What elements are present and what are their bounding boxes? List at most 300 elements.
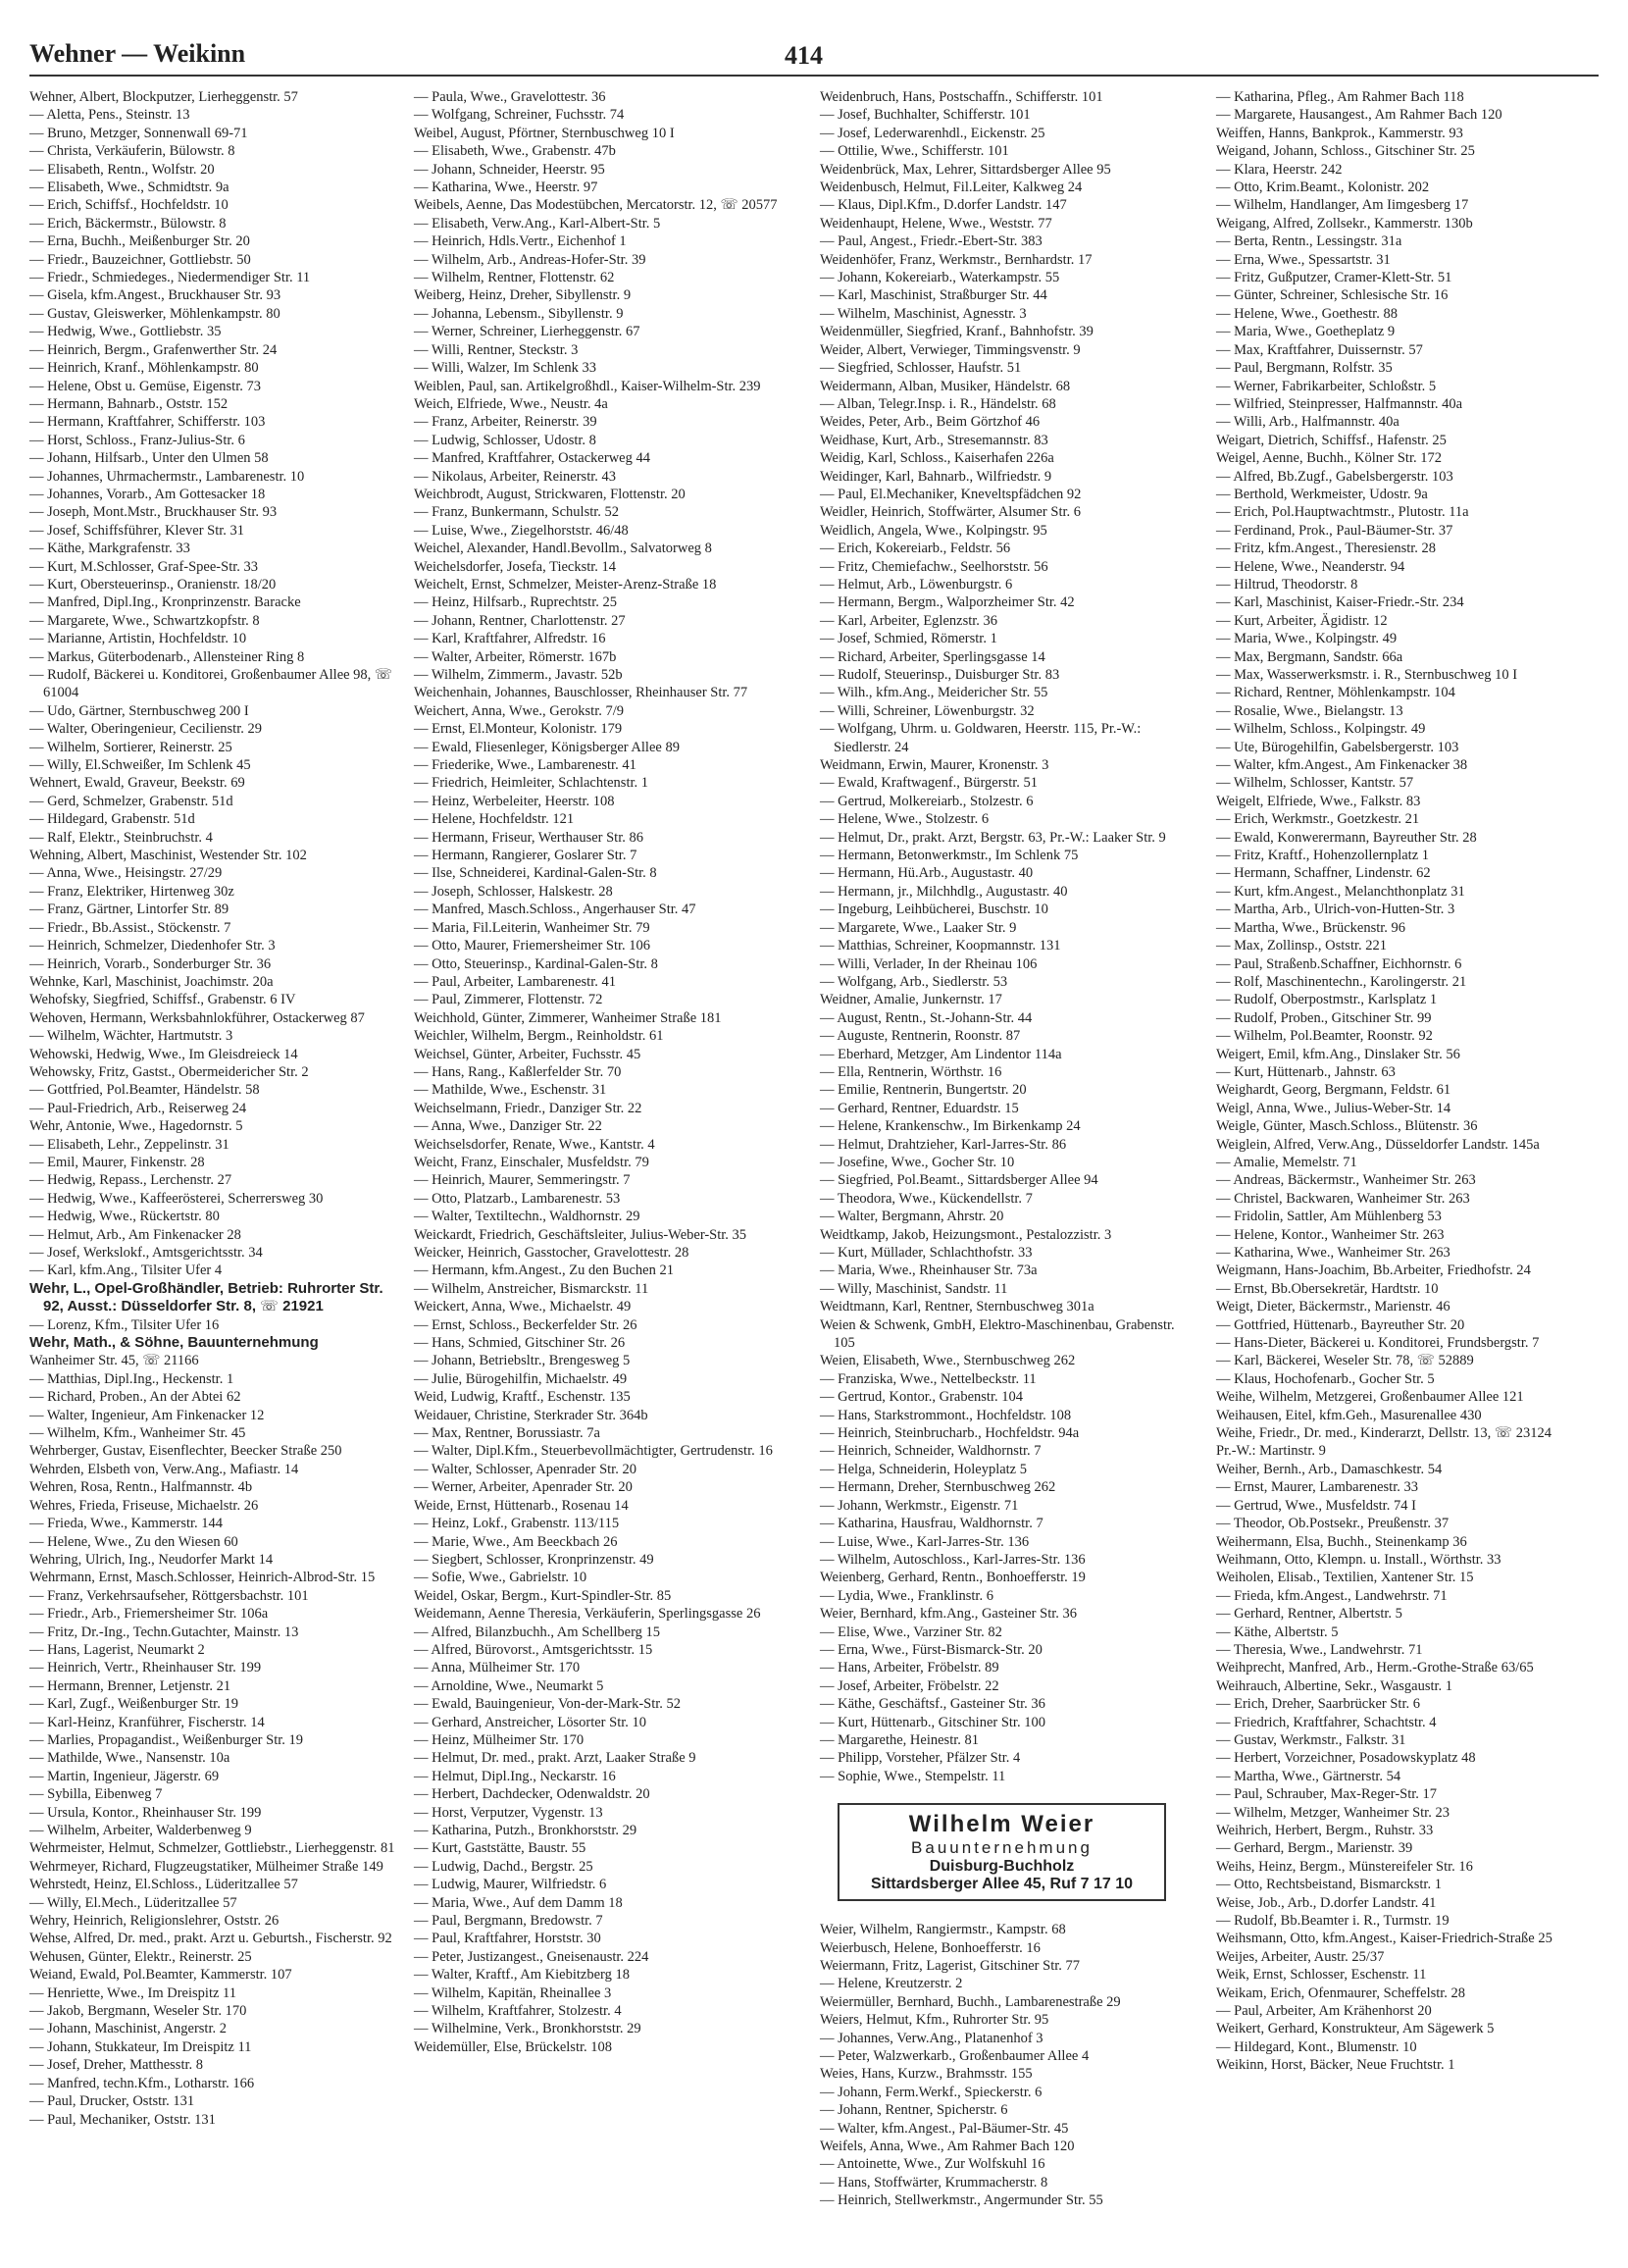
directory-entry: — Luise, Wwe., Ziegelhorststr. 46/48 bbox=[414, 522, 629, 539]
directory-entry: — Margarete, Hausangest., Am Rahmer Bach 120 bbox=[1216, 107, 1502, 124]
directory-entry: Weigang, Alfred, Zollsekr., Kammerstr. 130b bbox=[1216, 215, 1473, 232]
directory-entry: — Erich, Werkmstr., Goetzkestr. 21 bbox=[1216, 811, 1420, 828]
directory-entry: — Wolfgang, Arb., Siedlerstr. 53 bbox=[820, 973, 1008, 990]
directory-entry: — Alfred, Bürovorst., Amtsgerichtsstr. 15 bbox=[414, 1641, 653, 1658]
directory-entry: — Antoinette, Wwe., Zur Wolfskuhl 16 bbox=[820, 2156, 1045, 2173]
directory-entry: Weihe, Wilhelm, Metzgerei, Großenbaumer Allee 121 bbox=[1216, 1389, 1524, 1406]
directory-entry: — Hans, Schmied, Gitschiner Str. 26 bbox=[414, 1335, 626, 1352]
directory-entry: — Wilhelm, Kraftfahrer, Stolzestr. 4 bbox=[414, 2003, 622, 2020]
directory-entry: — Wilhelm, Maschinist, Agnesstr. 3 bbox=[820, 305, 1027, 322]
directory-entry: — Helene, Hochfeldstr. 121 bbox=[414, 811, 575, 828]
directory-entry: — Kurt, Hüttenarb., Gitschiner Str. 100 bbox=[820, 1714, 1045, 1730]
directory-entry: Weikert, Gerhard, Konstrukteur, Am Sägewerk 5 bbox=[1216, 2021, 1495, 2037]
directory-entry: — Ewald, Fliesenleger, Königsberger Allee 89 bbox=[414, 739, 680, 755]
directory-entry: Wehowski, Hedwig, Wwe., Im Gleisdreieck 14 bbox=[29, 1046, 298, 1062]
directory-entry: — Karl, Maschinist, Kaiser-Friedr.-Str. 234 bbox=[1216, 594, 1464, 611]
directory-entry: — Arnoldine, Wwe., Neumarkt 5 bbox=[414, 1677, 604, 1694]
directory-entry: — Wilhelm, Rentner, Flottenstr. 62 bbox=[414, 270, 615, 286]
directory-entry: — Rudolf, Bäckerei u. Konditorei, Großenbaumer Allee 98, ☏ 61004 bbox=[29, 667, 393, 701]
directory-entry: — Bruno, Metzger, Sonnenwall 69-71 bbox=[29, 125, 248, 141]
directory-entry: — Paul, Zimmerer, Flottenstr. 72 bbox=[414, 992, 603, 1008]
directory-entry: Weicht, Franz, Einschaler, Musfeldstr. 79 bbox=[414, 1154, 649, 1170]
directory-entry: — Ludwig, Dachd., Bergstr. 25 bbox=[414, 1858, 593, 1875]
directory-entry: — Eberhard, Metzger, Am Lindentor 114a bbox=[820, 1046, 1062, 1062]
directory-entry: Weier, Wilhelm, Rangiermstr., Kampstr. 68 bbox=[820, 1922, 1066, 1938]
directory-entry: — Wilhelm, Kfm., Wanheimer Str. 45 bbox=[29, 1425, 246, 1442]
directory-entry: — Theodor, Ob.Postsekr., Preußenstr. 37 bbox=[1216, 1516, 1450, 1532]
directory-entry: — August, Rentn., St.-Johann-Str. 44 bbox=[820, 1009, 1033, 1026]
directory-entry: — Wilhelm, Handlanger, Am Iimgesberg 17 bbox=[1216, 197, 1469, 214]
directory-entry: — Johann, Ferm.Werkf., Spieckerstr. 6 bbox=[820, 2084, 1043, 2100]
directory-entry: — Willy, Maschinist, Sandstr. 11 bbox=[820, 1280, 1008, 1297]
directory-entry: — Gustav, Werkmstr., Falkstr. 31 bbox=[1216, 1731, 1406, 1748]
directory-entry: — Mathilde, Wwe., Eschenstr. 31 bbox=[414, 1082, 607, 1099]
directory-entry: Wehr, L., Opel-Großhändler, Betrieb: Ruhrorter Str. 92, Ausst.: Düsseldorfer Str. 8, ☏ 21921 bbox=[29, 1279, 383, 1315]
directory-entry: — Helene, Wwe., Goethestr. 88 bbox=[1216, 305, 1398, 322]
directory-entry: — Heinrich, Schneider, Waldhornstr. 7 bbox=[820, 1443, 1042, 1460]
directory-entry: — Wilhelm, Pol.Beamter, Roonstr. 92 bbox=[1216, 1028, 1433, 1045]
directory-entry: — Katharina, Putzh., Bronkhorststr. 29 bbox=[414, 1823, 637, 1838]
directory-entry: — Franz, Verkehrsaufseher, Röttgersbachstr. 101 bbox=[29, 1587, 309, 1604]
directory-entry: — Katharina, Pfleg., Am Rahmer Bach 118 bbox=[1216, 89, 1464, 105]
directory-entry: — Rudolf, Oberpostmstr., Karlsplatz 1 bbox=[1216, 992, 1438, 1008]
directory-entry: Weidhase, Kurt, Arb., Stresemannstr. 83 bbox=[820, 432, 1048, 448]
directory-entry: Wehrstedt, Heinz, El.Schloss., Lüderitzallee 57 bbox=[29, 1877, 298, 1893]
directory-entry: Weidel, Oskar, Bergm., Kurt-Spindler-Str. 85 bbox=[414, 1587, 672, 1604]
directory-entry: — Fritz, Gußputzer, Cramer-Klett-Str. 51 bbox=[1216, 270, 1452, 286]
directory-entry: — Paul, Angest., Friedr.-Ebert-Str. 383 bbox=[820, 233, 1043, 250]
directory-entry: — Martin, Ingenieur, Jägerstr. 69 bbox=[29, 1768, 220, 1784]
directory-entry: — Karl, Arbeiter, Eglenzstr. 36 bbox=[820, 612, 998, 629]
directory-entry: — Walter, Oberingenieur, Cecilienstr. 29 bbox=[29, 721, 262, 738]
directory-entry: Weihrich, Herbert, Bergm., Ruhstr. 33 bbox=[1216, 1823, 1434, 1838]
directory-entry: Weidig, Karl, Schloss., Kaiserhafen 226a bbox=[820, 450, 1054, 467]
directory-entry: — Richard, Rentner, Möhlenkampstr. 104 bbox=[1216, 685, 1455, 701]
running-head: Wehner — Weikinn bbox=[29, 39, 246, 68]
directory-entry: Wehry, Heinrich, Religionslehrer, Oststr. 26 bbox=[29, 1913, 280, 1930]
directory-entry: — Kurt, Müllader, Schlachthofstr. 33 bbox=[820, 1245, 1033, 1261]
directory-entry: — Rudolf, Steuerinsp., Duisburger Str. 83 bbox=[820, 667, 1060, 683]
directory-entry: — Fridolin, Sattler, Am Mühlenberg 53 bbox=[1216, 1209, 1442, 1225]
directory-entry: Weichler, Wilhelm, Bergm., Reinholdstr. 61 bbox=[414, 1028, 664, 1045]
directory-entry: — Siegbert, Schlosser, Kronprinzenstr. 49 bbox=[414, 1551, 654, 1568]
directory-entry: — Hildegard, Kont., Blumenstr. 10 bbox=[1216, 2038, 1417, 2055]
directory-entry: — Alfred, Bb.Zugf., Gabelsbergerstr. 103 bbox=[1216, 468, 1453, 485]
directory-entry: — Alban, Telegr.Insp. i. R., Händelstr. 68 bbox=[820, 395, 1056, 412]
directory-entry: Weidenbrück, Max, Lehrer, Sittardsberger Allee 95 bbox=[820, 161, 1111, 178]
directory-entry: — Manfred, Kraftfahrer, Ostackerweg 44 bbox=[414, 450, 650, 467]
directory-entry: — Wilhelm, Anstreicher, Bismarckstr. 11 bbox=[414, 1280, 649, 1297]
directory-entry: — Josef, Schmied, Römerstr. 1 bbox=[820, 631, 997, 647]
directory-entry: Weigt, Dieter, Bäckermstr., Marienstr. 46 bbox=[1216, 1299, 1450, 1315]
directory-entry: — Maria, Wwe., Kolpingstr. 49 bbox=[1216, 631, 1398, 647]
directory-entry: Weichselsdorfer, Renate, Wwe., Kantstr. 4 bbox=[414, 1136, 655, 1153]
directory-entry: — Luise, Wwe., Karl-Jarres-Str. 136 bbox=[820, 1533, 1030, 1550]
directory-entry: — Johann, Hilfsarb., Unter den Ulmen 58 bbox=[29, 450, 269, 467]
directory-entry: — Hans, Lagerist, Neumarkt 2 bbox=[29, 1641, 205, 1658]
directory-entry: — Emilie, Rentnerin, Bungertstr. 20 bbox=[820, 1082, 1027, 1099]
directory-entry: — Ottilie, Wwe., Schifferstr. 101 bbox=[820, 143, 1009, 160]
directory-entry: — Heinrich, Kranf., Möhlenkampstr. 80 bbox=[29, 360, 259, 377]
directory-entry: — Hermann, Rangierer, Goslarer Str. 7 bbox=[414, 848, 637, 864]
directory-entry: Weidermann, Alban, Musiker, Händelstr. 68 bbox=[820, 378, 1071, 394]
directory-entry: — Ferdinand, Prok., Paul-Bäumer-Str. 37 bbox=[1216, 522, 1453, 539]
directory-entry: — Wilhelm, Metzger, Wanheimer Str. 23 bbox=[1216, 1804, 1450, 1821]
directory-entry: — Helene, Krankenschw., Im Birkenkamp 24 bbox=[820, 1118, 1081, 1135]
directory-entry: — Herbert, Dachdecker, Odenwaldstr. 20 bbox=[414, 1786, 650, 1803]
directory-entry: Wehrmeyer, Richard, Flugzeugstatiker, Mülheimer Straße 149 bbox=[29, 1858, 383, 1875]
directory-entry: Weidmann, Erwin, Maurer, Kronenstr. 3 bbox=[820, 757, 1049, 774]
directory-entry: — Heinz, Lokf., Grabenstr. 113/115 bbox=[414, 1516, 620, 1532]
directory-entry: — Klaus, Hochofenarb., Gocher Str. 5 bbox=[1216, 1370, 1435, 1387]
directory-entry: — Wilhelm, Wächter, Hartmutstr. 3 bbox=[29, 1028, 233, 1045]
directory-entry: — Franziska, Wwe., Nettelbeckstr. 11 bbox=[820, 1370, 1037, 1387]
directory-entry: — Markus, Güterbodenarb., Allensteiner Ring 8 bbox=[29, 648, 305, 665]
directory-entry: — Käthe, Geschäftsf., Gasteiner Str. 36 bbox=[820, 1696, 1045, 1713]
directory-entry: — Ingeburg, Leihbücherei, Buschstr. 10 bbox=[820, 902, 1048, 918]
directory-entry: Weichselmann, Friedr., Danziger Str. 22 bbox=[414, 1100, 642, 1116]
directory-entry: Weies, Hans, Kurzw., Brahmsstr. 155 bbox=[820, 2066, 1033, 2083]
directory-entry: — Max, Wasserwerksmstr. i. R., Sternbuschweg 10 I bbox=[1216, 667, 1518, 683]
directory-entry: — Maria, Fil.Leiterin, Wanheimer Str. 79 bbox=[414, 919, 650, 936]
directory-entry: — Paul, Mechaniker, Oststr. 131 bbox=[29, 2111, 216, 2128]
directory-entry: — Helga, Schneiderin, Holeyplatz 5 bbox=[820, 1461, 1027, 1477]
directory-entry: — Hermann, Betonwerkmstr., Im Schlenk 75 bbox=[820, 848, 1079, 864]
directory-entry: — Franz, Bunkermann, Schulstr. 52 bbox=[414, 504, 620, 521]
directory-entry: — Josef, Dreher, Matthesstr. 8 bbox=[29, 2057, 204, 2074]
directory-entry: — Karl-Heinz, Kranführer, Fischerstr. 14 bbox=[29, 1714, 265, 1730]
directory-entry: — Werner, Arbeiter, Apenrader Str. 20 bbox=[414, 1479, 633, 1496]
directory-entry: — Erich, Pol.Hauptwachtmstr., Plutostr. 11a bbox=[1216, 504, 1469, 521]
directory-entry: — Franz, Elektriker, Hirtenweg 30z bbox=[29, 883, 234, 900]
directory-entry: Weidenhaupt, Helene, Wwe., Weststr. 77 bbox=[820, 215, 1052, 232]
directory-entry: — Josefine, Wwe., Gocher Str. 10 bbox=[820, 1154, 1015, 1170]
directory-entry: Weidauer, Christine, Sterkrader Str. 364b bbox=[414, 1407, 648, 1423]
directory-entry: — Max, Kraftfahrer, Duissernstr. 57 bbox=[1216, 341, 1423, 358]
directory-entry: — Johannes, Verw.Ang., Platanenhof 3 bbox=[820, 2030, 1043, 2046]
directory-entry: Weichelt, Ernst, Schmelzer, Meister-Arenz-Straße 18 bbox=[414, 576, 717, 593]
directory-entry: — Helmut, Dr. med., prakt. Arzt, Laaker Straße 9 bbox=[414, 1750, 696, 1767]
directory-entry: — Katharina, Wwe., Wanheimer Str. 263 bbox=[1216, 1245, 1450, 1261]
directory-entry: — Ernst, Bb.Obersekretär, Hardtstr. 10 bbox=[1216, 1280, 1439, 1297]
directory-entry: — Johann, Rentner, Charlottenstr. 27 bbox=[414, 612, 626, 629]
directory-entry: Weihs, Heinz, Bergm., Münstereifeler Str. 16 bbox=[1216, 1858, 1473, 1875]
directory-entry: — Werner, Schreiner, Lierheggenstr. 67 bbox=[414, 324, 640, 340]
directory-entry: — Wolfgang, Uhrm. u. Goldwaren, Heerstr. 115, Pr.-W.: Siedlerstr. 24 bbox=[820, 721, 1142, 755]
ad-subtitle: Bauunternehmung bbox=[911, 1838, 1093, 1858]
directory-entry: — Paul, Arbeiter, Am Krähenhorst 20 bbox=[1216, 2003, 1432, 2020]
directory-entry: — Emil, Maurer, Finkenstr. 28 bbox=[29, 1154, 205, 1170]
directory-entry: — Johann, Werkmstr., Eigenstr. 71 bbox=[820, 1497, 1019, 1514]
directory-entry: — Heinz, Mülheimer Str. 170 bbox=[414, 1731, 585, 1748]
directory-entry: — Wilhelm, Schlosser, Kantstr. 57 bbox=[1216, 775, 1414, 792]
directory-entry: — Hermann, Friseur, Werthauser Str. 86 bbox=[414, 829, 643, 846]
directory-entry: — Heinrich, Schmelzer, Diedenhofer Str. 3 bbox=[29, 938, 276, 954]
directory-entry: — Johannes, Vorarb., Am Gottesacker 18 bbox=[29, 486, 266, 502]
directory-entry: — Hans, Starkstrommont., Hochfeldstr. 108 bbox=[820, 1407, 1072, 1423]
directory-entry: — Gertrud, Kontor., Grabenstr. 104 bbox=[820, 1389, 1023, 1406]
directory-entry: — Erich, Bäckermstr., Bülowstr. 8 bbox=[29, 215, 227, 232]
directory-entry: — Berthold, Werkmeister, Udostr. 9a bbox=[1216, 486, 1428, 502]
directory-entry: — Ernst, El.Monteur, Kolonistr. 179 bbox=[414, 721, 623, 738]
directory-entry: — Heinz, Werbeleiter, Heerstr. 108 bbox=[414, 793, 615, 809]
directory-entry: — Ute, Bürogehilfin, Gabelsbergerstr. 103 bbox=[1216, 739, 1459, 755]
directory-entry: — Käthe, Markgrafenstr. 33 bbox=[29, 541, 190, 557]
directory-entry: Weihmann, Otto, Klempn. u. Install., Wörthstr. 33 bbox=[1216, 1551, 1501, 1568]
header-rule bbox=[29, 75, 1599, 77]
directory-entry: Wehr, Antonie, Wwe., Hagedornstr. 5 bbox=[29, 1118, 243, 1135]
directory-entry: — Wilhelm, Autoschloss., Karl-Jarres-Str. 136 bbox=[820, 1551, 1086, 1568]
directory-entry: — Sofie, Wwe., Gabrielstr. 10 bbox=[414, 1570, 587, 1586]
directory-entry: — Ewald, Bauingenieur, Von-der-Mark-Str. 52 bbox=[414, 1696, 682, 1713]
directory-entry: — Maria, Wwe., Goetheplatz 9 bbox=[1216, 324, 1396, 340]
directory-entry: — Rolf, Maschinentechn., Karolingerstr. 21 bbox=[1216, 973, 1467, 990]
directory-entry: — Heinrich, Bergm., Grafenwerther Str. 24 bbox=[29, 341, 278, 358]
directory-entry: — Helmut, Arb., Löwenburgstr. 6 bbox=[820, 576, 1013, 593]
directory-entry: — Paul, Drucker, Oststr. 131 bbox=[29, 2093, 195, 2110]
directory-entry: Weijes, Arbeiter, Austr. 25/37 bbox=[1216, 1948, 1385, 1965]
directory-entry: Weidinger, Karl, Bahnarb., Wilfriedstr. 9 bbox=[820, 468, 1052, 485]
directory-entry: — Paul, Arbeiter, Lambarenestr. 41 bbox=[414, 973, 616, 990]
directory-entry: — Rudolf, Proben., Gitschiner Str. 99 bbox=[1216, 1009, 1432, 1026]
directory-entry: — Willi, Schreiner, Löwenburgstr. 32 bbox=[820, 702, 1035, 719]
directory-entry: — Hedwig, Wwe., Rückertstr. 80 bbox=[29, 1209, 220, 1225]
directory-entry: Weiberg, Heinz, Dreher, Sibyllenstr. 9 bbox=[414, 287, 632, 304]
directory-entry: — Hermann, kfm.Angest., Zu den Buchen 21 bbox=[414, 1263, 674, 1279]
directory-entry: — Heinrich, Steinbrucharb., Hochfeldstr. 94a bbox=[820, 1425, 1080, 1442]
directory-entry: Weichel, Alexander, Handl.Bevollm., Salvatorweg 8 bbox=[414, 541, 712, 557]
directory-entry: — Siegfried, Schlosser, Haufstr. 51 bbox=[820, 360, 1022, 377]
directory-entry: — Ella, Rentnerin, Wörthstr. 16 bbox=[820, 1063, 1002, 1080]
directory-entry: — Katharina, Hausfrau, Waldhornstr. 7 bbox=[820, 1516, 1043, 1532]
directory-entry: — Karl, Kraftfahrer, Alfredstr. 16 bbox=[414, 631, 606, 647]
directory-entry: Weickert, Anna, Wwe., Michaelstr. 49 bbox=[414, 1299, 632, 1315]
directory-entry: — Johann, Schneider, Heerstr. 95 bbox=[414, 161, 605, 178]
directory-entry: — Herbert, Vorzeichner, Posadowskyplatz 48 bbox=[1216, 1750, 1476, 1767]
directory-entry: Wehning, Albert, Maschinist, Westender Str. 102 bbox=[29, 848, 307, 864]
directory-entry: — Wilhelm, Sortierer, Reinerstr. 25 bbox=[29, 739, 232, 755]
directory-entry: Weigert, Emil, kfm.Ang., Dinslaker Str. 56 bbox=[1216, 1046, 1460, 1062]
directory-entry: Weidemann, Aenne Theresia, Verkäuferin, Sperlingsgasse 26 bbox=[414, 1606, 761, 1623]
directory-entry: Wehnke, Karl, Maschinist, Joachimstr. 20a bbox=[29, 973, 274, 990]
directory-entry: Weichelsdorfer, Josefa, Tieckstr. 14 bbox=[414, 558, 617, 575]
directory-entry: Pr.-W.: Martinstr. 9 bbox=[1216, 1443, 1326, 1460]
directory-entry: — Hiltrud, Theodorstr. 8 bbox=[1216, 576, 1358, 593]
directory-entry: — Katharina, Wwe., Heerstr. 97 bbox=[414, 180, 598, 196]
directory-entry: — Paul, Bergmann, Bredowstr. 7 bbox=[414, 1913, 603, 1930]
directory-entry: — Willi, Verlader, In der Rheinau 106 bbox=[820, 955, 1038, 972]
directory-entry: — Gerhard, Bergm., Marienstr. 39 bbox=[1216, 1840, 1413, 1857]
directory-entry: Weichert, Anna, Wwe., Gerokstr. 7/9 bbox=[414, 702, 624, 719]
directory-entry: — Helmut, Arb., Am Finkenacker 28 bbox=[29, 1226, 241, 1243]
directory-entry: — Richard, Proben., An der Abtei 62 bbox=[29, 1389, 241, 1406]
directory-entry: — Fritz, Dr.-Ing., Techn.Gutachter, Mainstr. 13 bbox=[29, 1624, 299, 1640]
directory-entry: — Elise, Wwe., Varziner Str. 82 bbox=[820, 1624, 1002, 1640]
directory-entry: — Walter, Arbeiter, Römerstr. 167b bbox=[414, 648, 617, 665]
directory-entry: — Erich, Dreher, Saarbrücker Str. 6 bbox=[1216, 1696, 1420, 1713]
directory-entry: — Amalie, Memelstr. 71 bbox=[1216, 1154, 1357, 1170]
directory-entry: Weigand, Johann, Schloss., Gitschiner Str. 25 bbox=[1216, 143, 1475, 160]
directory-entry: — Walter, kfm.Angest., Am Finkenacker 38 bbox=[1216, 757, 1468, 774]
directory-entry: — Hans, Rang., Kaßlerfelder Str. 70 bbox=[414, 1063, 622, 1080]
directory-entry: — Friedrich, Kraftfahrer, Schachtstr. 4 bbox=[1216, 1714, 1437, 1730]
directory-entry: — Josef, Buchhalter, Schifferstr. 101 bbox=[820, 107, 1031, 124]
directory-entry: — Helene, Wwe., Stolzestr. 6 bbox=[820, 811, 990, 828]
page-header bbox=[29, 39, 1608, 78]
directory-entry: Weier, Bernhard, kfm.Ang., Gasteiner Str. 36 bbox=[820, 1606, 1078, 1623]
directory-entry: — Josef, Arbeiter, Fröbelstr. 22 bbox=[820, 1677, 999, 1694]
advertisement-box bbox=[838, 1803, 1166, 1901]
directory-entry: — Elisabeth, Lehr., Zeppelinstr. 31 bbox=[29, 1136, 229, 1153]
directory-entry: Weigelt, Elfriede, Wwe., Falkstr. 83 bbox=[1216, 793, 1421, 809]
directory-entry: Weidenmüller, Siegfried, Kranf., Bahnhofstr. 39 bbox=[820, 324, 1094, 340]
directory-entry: — Werner, Fabrikarbeiter, Schloßstr. 5 bbox=[1216, 378, 1437, 394]
directory-entry: — Lorenz, Kfm., Tilsiter Ufer 16 bbox=[29, 1316, 220, 1333]
directory-entry: Weibel, August, Pförtner, Sternbuschweg 10 I bbox=[414, 125, 675, 141]
directory-columns bbox=[29, 88, 1608, 2256]
directory-entry: — Paul-Friedrich, Arb., Reiserweg 24 bbox=[29, 1100, 247, 1116]
column-2 bbox=[414, 88, 782, 2056]
directory-entry: Wehofsky, Siegfried, Schiffsf., Grabenstr. 6 IV bbox=[29, 992, 296, 1008]
directory-entry: — Christel, Backwaren, Wanheimer Str. 263 bbox=[1216, 1190, 1470, 1207]
directory-entry: — Margarete, Wwe., Laaker Str. 9 bbox=[820, 919, 1017, 936]
directory-entry: — Johann, Kokereiarb., Waterkampstr. 55 bbox=[820, 270, 1060, 286]
directory-entry: Weierbusch, Helene, Bonhoefferstr. 16 bbox=[820, 1939, 1041, 1956]
directory-entry: — Gottfried, Hüttenarb., Bayreuther Str. 20 bbox=[1216, 1316, 1465, 1333]
directory-entry: Weienberg, Gerhard, Rentn., Bonhoefferstr. 19 bbox=[820, 1570, 1086, 1586]
directory-entry: — Fritz, Kraftf., Hohenzollernplatz 1 bbox=[1216, 848, 1430, 864]
directory-entry: — Erich, Kokereiarb., Feldstr. 56 bbox=[820, 541, 1011, 557]
directory-entry: Wehrden, Elsbeth von, Verw.Ang., Mafiastr. 14 bbox=[29, 1461, 299, 1477]
directory-entry: — Hedwig, Repass., Lerchenstr. 27 bbox=[29, 1172, 232, 1189]
directory-entry: — Wilhelm, Kapitän, Rheinallee 3 bbox=[414, 1984, 612, 2001]
directory-entry: — Martha, Wwe., Brückenstr. 96 bbox=[1216, 919, 1406, 936]
directory-entry: Weise, Job., Arb., D.dorfer Landstr. 41 bbox=[1216, 1894, 1437, 1911]
directory-entry: Weicker, Heinrich, Gasstocher, Gravelottestr. 28 bbox=[414, 1245, 689, 1261]
directory-entry: — Kurt, M.Schlosser, Graf-Spee-Str. 33 bbox=[29, 558, 258, 575]
directory-entry: Weichbrodt, August, Strickwaren, Flottenstr. 20 bbox=[414, 486, 686, 502]
directory-entry: — Helene, Obst u. Gemüse, Eigenstr. 73 bbox=[29, 378, 261, 394]
directory-entry: — Andreas, Bäckermstr., Wanheimer Str. 263 bbox=[1216, 1172, 1476, 1189]
directory-entry: Weihsmann, Otto, kfm.Angest., Kaiser-Friedrich-Straße 25 bbox=[1216, 1931, 1552, 1947]
directory-entry: — Friedr., Bb.Assist., Stöckenstr. 7 bbox=[29, 919, 231, 936]
directory-entry: — Matthias, Dipl.Ing., Heckenstr. 1 bbox=[29, 1370, 234, 1387]
directory-entry: — Mathilde, Wwe., Nansenstr. 10a bbox=[29, 1750, 230, 1767]
directory-entry: — Kurt, Gaststätte, Baustr. 55 bbox=[414, 1840, 586, 1857]
directory-entry: — Helene, Kontor., Wanheimer Str. 263 bbox=[1216, 1226, 1445, 1243]
directory-entry: — Erna, Buchh., Meißenburger Str. 20 bbox=[29, 233, 250, 250]
directory-entry: — Wilh., kfm.Ang., Meidericher Str. 55 bbox=[820, 685, 1048, 701]
directory-entry: — Walter, Ingenieur, Am Finkenacker 12 bbox=[29, 1407, 265, 1423]
directory-entry: — Lydia, Wwe., Franklinstr. 6 bbox=[820, 1587, 993, 1604]
column-4 bbox=[1216, 88, 1584, 2075]
directory-entry: — Berta, Rentn., Lessingstr. 31a bbox=[1216, 233, 1402, 250]
directory-entry: — Johannes, Uhrmachermstr., Lambarenestr. 10 bbox=[29, 468, 305, 485]
directory-entry: — Heinrich, Vorarb., Sonderburger Str. 36 bbox=[29, 955, 272, 972]
directory-entry: — Max, Zollinsp., Oststr. 221 bbox=[1216, 938, 1388, 954]
directory-entry: — Erna, Wwe., Fürst-Bismarck-Str. 20 bbox=[820, 1641, 1043, 1658]
directory-entry: — Peter, Justizangest., Gneisenaustr. 224 bbox=[414, 1948, 649, 1965]
ad-line1: Duisburg-Buchholz bbox=[929, 1858, 1075, 1876]
directory-entry: — Anna, Mülheimer Str. 170 bbox=[414, 1660, 581, 1676]
directory-entry: — Max, Rentner, Borussiastr. 7a bbox=[414, 1425, 600, 1442]
directory-entry: Weihrauch, Albertine, Sekr., Wasgaustr. 1 bbox=[1216, 1677, 1453, 1694]
directory-entry: Wehowsky, Fritz, Gastst., Obermeidericher Str. 2 bbox=[29, 1063, 309, 1080]
directory-entry: — Jakob, Bergmann, Weseler Str. 170 bbox=[29, 2003, 247, 2020]
directory-entry: Weiand, Ewald, Pol.Beamter, Kammerstr. 107 bbox=[29, 1967, 292, 1984]
directory-entry: Weien & Schwenk, GmbH, Elektro-Maschinenbau, Grabenstr. 105 bbox=[820, 1316, 1175, 1352]
directory-entry: — Heinrich, Maurer, Semmeringstr. 7 bbox=[414, 1172, 631, 1189]
directory-entry: — Heinz, Hilfsarb., Ruprechtstr. 25 bbox=[414, 594, 617, 611]
directory-entry: — Willy, El.Schweißer, Im Schlenk 45 bbox=[29, 757, 251, 774]
directory-entry: Weidemüller, Else, Brückelstr. 108 bbox=[414, 2038, 613, 2055]
directory-entry: — Friedr., Schmiedeges., Niedermendiger Str. 11 bbox=[29, 270, 311, 286]
directory-entry: Wehring, Ulrich, Ing., Neudorfer Markt 14 bbox=[29, 1551, 274, 1568]
directory-entry: — Hermann, Schaffner, Lindenstr. 62 bbox=[1216, 865, 1431, 882]
directory-entry: — Gerhard, Rentner, Albertstr. 5 bbox=[1216, 1606, 1402, 1623]
directory-entry: Weigle, Günter, Masch.Schloss., Blütenstr. 36 bbox=[1216, 1118, 1478, 1135]
directory-entry: — Willi, Walzer, Im Schlenk 33 bbox=[414, 360, 597, 377]
directory-entry: Weidenbusch, Helmut, Fil.Leiter, Kalkweg 24 bbox=[820, 180, 1083, 196]
directory-entry: Weiffen, Hanns, Bankprok., Kammerstr. 93 bbox=[1216, 125, 1463, 141]
directory-entry: — Käthe, Albertstr. 5 bbox=[1216, 1624, 1339, 1640]
directory-entry: Weidlich, Angela, Wwe., Kolpingstr. 95 bbox=[820, 522, 1047, 539]
directory-entry: Weid, Ludwig, Kraftf., Eschenstr. 135 bbox=[414, 1389, 631, 1406]
directory-entry: — Friederike, Wwe., Lambarenestr. 41 bbox=[414, 757, 636, 774]
directory-entry: — Wilhelm, Arbeiter, Walderbenweg 9 bbox=[29, 1823, 252, 1838]
directory-entry: — Gottfried, Pol.Beamter, Händelstr. 58 bbox=[29, 1082, 260, 1099]
directory-entry: Weigart, Dietrich, Schiffsf., Hafenstr. 25 bbox=[1216, 432, 1447, 448]
directory-entry: — Helene, Kreutzerstr. 2 bbox=[820, 1976, 963, 1992]
directory-entry: Weifels, Anna, Wwe., Am Rahmer Bach 120 bbox=[820, 2139, 1075, 2155]
directory-entry: — Maria, Wwe., Auf dem Damm 18 bbox=[414, 1894, 623, 1911]
directory-entry: — Hermann, Bahnarb., Oststr. 152 bbox=[29, 395, 229, 412]
directory-entry: — Joseph, Mont.Mstr., Bruckhauser Str. 93 bbox=[29, 504, 278, 521]
directory-entry: — Karl, kfm.Ang., Tilsiter Ufer 4 bbox=[29, 1263, 223, 1279]
directory-entry: — Heinrich, Hdls.Vertr., Eichenhof 1 bbox=[414, 233, 627, 250]
directory-entry: Weihermann, Elsa, Buchh., Steinenkamp 36 bbox=[1216, 1533, 1467, 1550]
directory-entry: — Margarete, Wwe., Schwartzkopfstr. 8 bbox=[29, 612, 260, 629]
directory-entry: — Frieda, kfm.Angest., Landwehrstr. 71 bbox=[1216, 1587, 1448, 1604]
directory-entry: Weighardt, Georg, Bergmann, Feldstr. 61 bbox=[1216, 1082, 1451, 1099]
directory-entry: — Julie, Bürogehilfin, Michaelstr. 49 bbox=[414, 1370, 628, 1387]
directory-entry: Weigel, Aenne, Buchh., Kölner Str. 172 bbox=[1216, 450, 1442, 467]
directory-entry: — Hermann, Dreher, Sternbuschweg 262 bbox=[820, 1479, 1056, 1496]
directory-entry: — Friedrich, Heimleiter, Schlachtenstr. 1 bbox=[414, 775, 649, 792]
directory-entry: — Hans, Stoffwärter, Krummacherstr. 8 bbox=[820, 2174, 1048, 2191]
directory-entry: — Ursula, Kontor., Rheinhauser Str. 199 bbox=[29, 1804, 262, 1821]
directory-entry: — Margarethe, Heinestr. 81 bbox=[820, 1731, 980, 1748]
directory-entry: Wehrmeister, Helmut, Schmelzer, Gottliebstr., Lierheggenstr. 81 bbox=[29, 1840, 395, 1857]
directory-entry: Weidenbruch, Hans, Postschaffn., Schifferstr. 101 bbox=[820, 89, 1103, 105]
directory-entry: — Peter, Walzwerkarb., Großenbaumer Allee 4 bbox=[820, 2048, 1090, 2065]
directory-entry: — Karl, Bäckerei, Weseler Str. 78, ☏ 52889 bbox=[1216, 1353, 1474, 1369]
directory-entry: — Walter, Kraftf., Am Kiebitzberg 18 bbox=[414, 1967, 630, 1984]
directory-entry: — Fritz, Chemiefachw., Seelhorststr. 56 bbox=[820, 558, 1048, 575]
directory-entry: Weidler, Heinrich, Stoffwärter, Alsumer Str. 6 bbox=[820, 504, 1081, 521]
directory-entry: Weider, Albert, Verwieger, Timmingsvenstr. 9 bbox=[820, 341, 1081, 358]
directory-entry: Weidtmann, Karl, Rentner, Sternbuschweg 301a bbox=[820, 1299, 1094, 1315]
directory-entry: — Theresia, Wwe., Landwehrstr. 71 bbox=[1216, 1641, 1423, 1658]
directory-entry: — Klara, Heerstr. 242 bbox=[1216, 161, 1343, 178]
directory-entry: — Hildegard, Grabenstr. 51d bbox=[29, 811, 195, 828]
directory-entry: — Karl, Zugf., Weißenburger Str. 19 bbox=[29, 1696, 238, 1713]
directory-entry: Wehren, Rosa, Rentn., Halfmannstr. 4b bbox=[29, 1479, 253, 1496]
directory-entry: Weibels, Aenne, Das Modestübchen, Mercatorstr. 12, ☏ 20577 bbox=[414, 197, 778, 214]
ad-title: Wilhelm Weier bbox=[908, 1811, 1095, 1838]
directory-entry: — Gerhard, Anstreicher, Lösorter Str. 10 bbox=[414, 1714, 646, 1730]
directory-entry: — Karl, Maschinist, Straßburger Str. 44 bbox=[820, 287, 1047, 304]
